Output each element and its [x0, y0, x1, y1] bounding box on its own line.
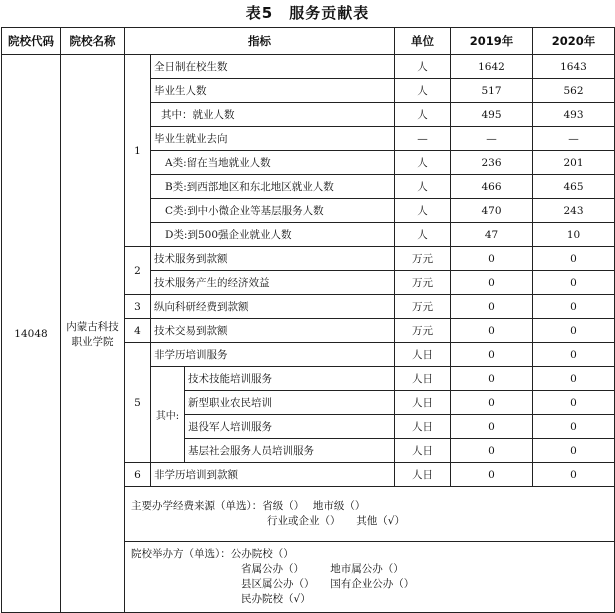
indicator-label: C类:到中小微企业等基层服务人数 [151, 199, 395, 223]
unit-cell: 万元 [395, 319, 451, 343]
group-number: 6 [125, 463, 151, 487]
unit-cell: 人 [395, 79, 451, 103]
indicator-label: 技术服务产生的经济效益 [151, 271, 395, 295]
value-2020: 0 [533, 295, 615, 319]
value-2019: — [451, 127, 533, 151]
header-row [2, 28, 615, 55]
unit-cell: 人 [395, 223, 451, 247]
value-2019: 0 [451, 463, 533, 487]
header-2020: 2020年 [533, 28, 615, 55]
value-2019: 0 [451, 319, 533, 343]
unit-cell: 人日 [395, 463, 451, 487]
unit-cell: 人日 [395, 415, 451, 439]
unit-cell: 人日 [395, 367, 451, 391]
funding-source-line-2: 行业或企业（） 其他（√） [267, 515, 405, 527]
unit-cell: 万元 [395, 247, 451, 271]
value-2019: 0 [451, 439, 533, 463]
value-2019: 466 [451, 175, 533, 199]
value-2020: 0 [533, 391, 615, 415]
value-2020: 0 [533, 439, 615, 463]
indicator-label: 非学历培训到款额 [151, 463, 395, 487]
indicator-label: B类:到西部地区和东北地区就业人数 [151, 175, 395, 199]
header-name: 院校名称 [61, 28, 125, 55]
value-2019: 0 [451, 343, 533, 367]
value-2019: 470 [451, 199, 533, 223]
group-number: 3 [125, 295, 151, 319]
header-2019: 2019年 [451, 28, 533, 55]
indicator-label: 退役军人培训服务 [185, 415, 395, 439]
unit-cell: 人 [395, 55, 451, 79]
indicator-label: 基层社会服务人员培训服务 [185, 439, 395, 463]
value-2020: 0 [533, 367, 615, 391]
value-2020: 10 [533, 223, 615, 247]
indicator-label: 新型职业农民培训 [185, 391, 395, 415]
value-2019: 1642 [451, 55, 533, 79]
school-code: 14048 [2, 55, 61, 613]
unit-cell: 人 [395, 103, 451, 127]
header-code: 院校代码 [2, 28, 61, 55]
header-indicator: 指标 [125, 28, 395, 55]
value-2020: 201 [533, 151, 615, 175]
subgroup-label: 其中: [151, 367, 185, 463]
value-2019: 0 [451, 247, 533, 271]
unit-cell: 人日 [395, 343, 451, 367]
school-name: 内蒙古科技职业学院 [61, 55, 125, 613]
value-2019: 0 [451, 367, 533, 391]
group-number: 4 [125, 319, 151, 343]
value-2019: 236 [451, 151, 533, 175]
value-2020: 0 [533, 463, 615, 487]
sponsor-cell [125, 542, 615, 613]
value-2019: 47 [451, 223, 533, 247]
indicator-label: 技术服务到款额 [151, 247, 395, 271]
header-unit: 单位 [395, 28, 451, 55]
indicator-label: D类:到500强企业就业人数 [151, 223, 395, 247]
unit-cell: 万元 [395, 271, 451, 295]
value-2020: 465 [533, 175, 615, 199]
value-2020: 0 [533, 415, 615, 439]
value-2019: 0 [451, 295, 533, 319]
sponsor-line-2: 省属公办（） 地市属公办（） [241, 563, 404, 575]
value-2019: 0 [451, 415, 533, 439]
indicator-label: 毕业生人数 [151, 79, 395, 103]
value-2020: 0 [533, 343, 615, 367]
indicator-label: 非学历培训服务 [151, 343, 395, 367]
value-2020: 562 [533, 79, 615, 103]
indicator-label: 纵向科研经费到款额 [151, 295, 395, 319]
value-2020: 493 [533, 103, 615, 127]
indicator-label: 其中：就业人数 [151, 103, 395, 127]
value-2019: 495 [451, 103, 533, 127]
group-number: 1 [125, 55, 151, 247]
value-2019: 0 [451, 391, 533, 415]
unit-cell: — [395, 127, 451, 151]
table-row [2, 55, 615, 79]
group-number: 2 [125, 247, 151, 295]
unit-cell: 人 [395, 175, 451, 199]
page-title: 表5 服务贡献表 [245, 4, 370, 22]
funding-source-cell [125, 487, 615, 542]
sponsor-line-3: 县区属公办（） 国有企业公办（） [241, 578, 415, 590]
value-2020: — [533, 127, 615, 151]
unit-cell: 万元 [395, 295, 451, 319]
value-2020: 0 [533, 319, 615, 343]
indicator-label: 毕业生就业去向 [151, 127, 395, 151]
unit-cell: 人 [395, 199, 451, 223]
indicator-label: 全日制在校生数 [151, 55, 395, 79]
indicator-label: A类:留在当地就业人数 [151, 151, 395, 175]
value-2019: 517 [451, 79, 533, 103]
group-number: 5 [125, 343, 151, 463]
sponsor-line-1: 院校举办方（单选）：公办院校（） [131, 548, 294, 560]
value-2020: 243 [533, 199, 615, 223]
unit-cell: 人日 [395, 391, 451, 415]
funding-source-line-1: 主要办学经费来源（单选）：省级（） 地市级（） [131, 500, 366, 512]
unit-cell: 人 [395, 151, 451, 175]
unit-cell: 人日 [395, 439, 451, 463]
value-2020: 0 [533, 271, 615, 295]
sponsor-line-4: 民办院校（√） [241, 593, 311, 605]
value-2019: 0 [451, 271, 533, 295]
value-2020: 1643 [533, 55, 615, 79]
value-2020: 0 [533, 247, 615, 271]
service-contribution-table [1, 27, 615, 613]
indicator-label: 技术技能培训服务 [185, 367, 395, 391]
indicator-label: 技术交易到款额 [151, 319, 395, 343]
